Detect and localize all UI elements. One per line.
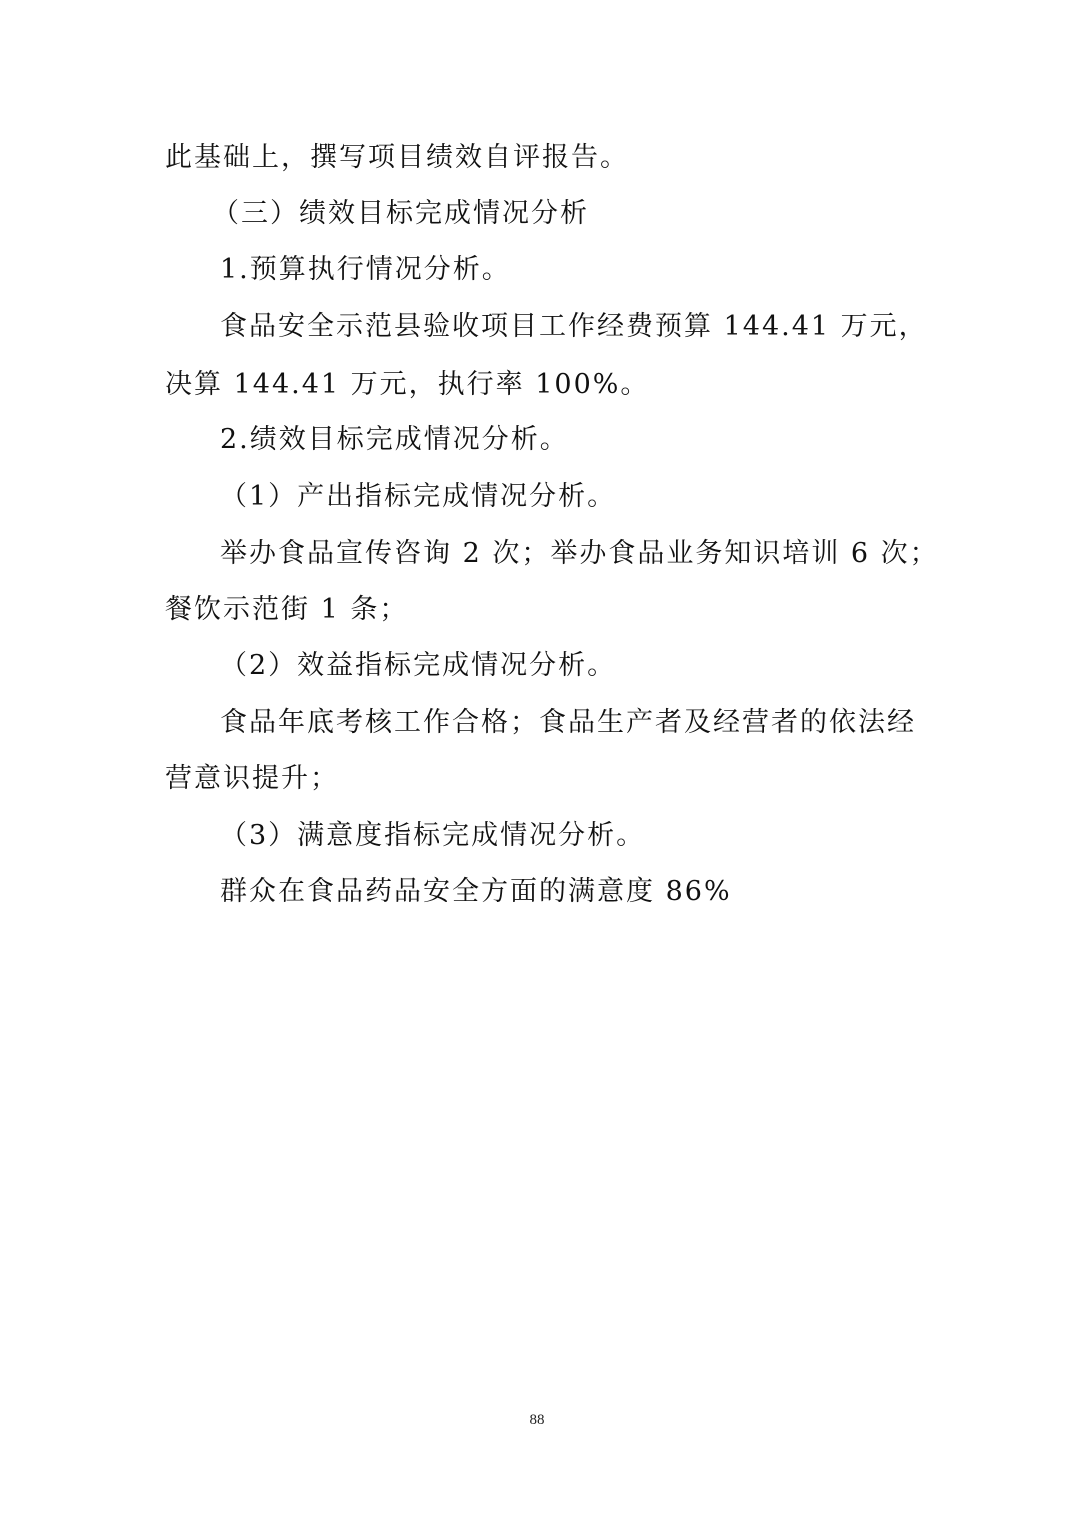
paragraph-line: 营意识提升； [165, 763, 339, 794]
subheading: 1.预算执行情况分析。 [220, 254, 511, 285]
subheading: 2.绩效目标完成情况分析。 [220, 424, 569, 455]
paragraph-line: 食品年底考核工作合格；食品生产者及经营者的依法经 [220, 707, 916, 738]
paragraph-line: 群众在食品药品安全方面的满意度 86% [220, 876, 732, 907]
subheading: （2）效益指标完成情况分析。 [220, 650, 617, 681]
subheading: （3）满意度指标完成情况分析。 [220, 820, 646, 851]
section-heading: （三）绩效目标完成情况分析 [212, 198, 589, 229]
page-number: 88 [529, 1412, 545, 1428]
paragraph-line: 此基础上，撰写项目绩效自评报告。 [165, 142, 629, 173]
paragraph-line: 食品安全示范县验收项目工作经费预算 144.41 万元， [220, 311, 928, 342]
subheading: （1）产出指标完成情况分析。 [220, 481, 617, 512]
paragraph-line: 餐饮示范街 1 条； [165, 594, 409, 625]
paragraph-line: 举办食品宣传咨询 2 次；举办食品业务知识培训 6 次； [220, 538, 939, 569]
paragraph-line: 决算 144.41 万元，执行率 100%。 [165, 369, 650, 400]
